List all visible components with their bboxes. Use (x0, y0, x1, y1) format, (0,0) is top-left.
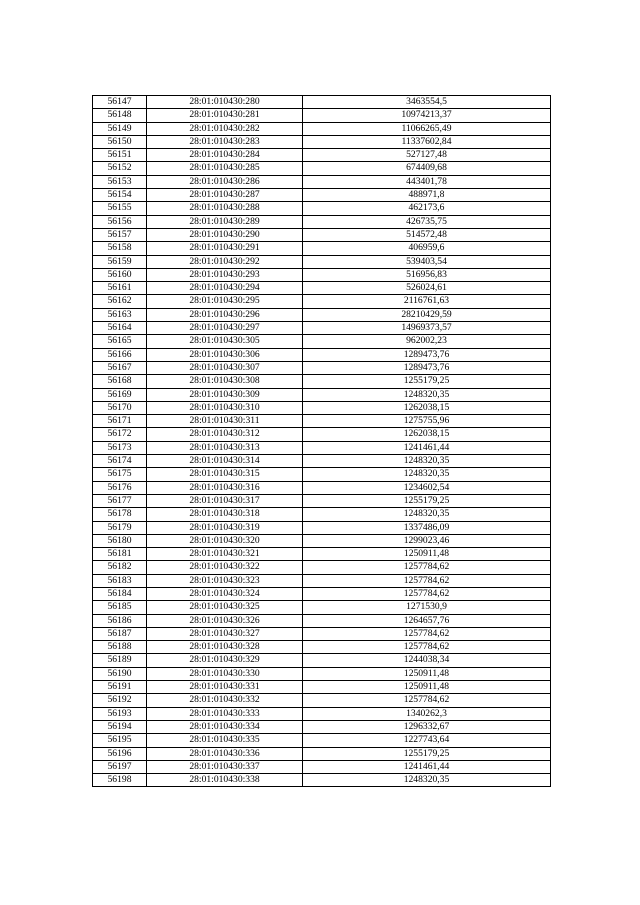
cadastral-value-cell: 488971,8 (303, 189, 551, 202)
cadastral-number-cell: 28:01:010430:322 (147, 561, 303, 574)
cadastral-number-cell: 28:01:010430:309 (147, 388, 303, 401)
cadastral-number-cell: 28:01:010430:295 (147, 295, 303, 308)
table-row (93, 175, 551, 188)
row-number-cell: 56153 (93, 175, 147, 188)
cadastral-number-cell: 28:01:010430:315 (147, 468, 303, 481)
row-number-cell: 56156 (93, 215, 147, 228)
row-number-cell: 56186 (93, 614, 147, 627)
cadastral-number-cell: 28:01:010430:321 (147, 548, 303, 561)
table-row (93, 720, 551, 733)
table-row (93, 694, 551, 707)
row-number-cell: 56179 (93, 521, 147, 534)
cadastral-value-cell: 1255179,25 (303, 747, 551, 760)
cadastral-number-cell: 28:01:010430:334 (147, 720, 303, 733)
table-row (93, 481, 551, 494)
table-row (93, 282, 551, 295)
cadastral-number-cell: 28:01:010430:330 (147, 667, 303, 680)
table-row (93, 614, 551, 627)
cadastral-value-cell: 1241461,44 (303, 441, 551, 454)
cadastral-number-cell: 28:01:010430:283 (147, 135, 303, 148)
row-number-cell: 56158 (93, 242, 147, 255)
cadastral-value-cell: 539403,54 (303, 255, 551, 268)
cadastral-number-cell: 28:01:010430:331 (147, 681, 303, 694)
row-number-cell: 56194 (93, 720, 147, 733)
table-row (93, 308, 551, 321)
table-row (93, 361, 551, 374)
cadastral-number-cell: 28:01:010430:319 (147, 521, 303, 534)
row-number-cell: 56192 (93, 694, 147, 707)
row-number-cell: 56196 (93, 747, 147, 760)
cadastral-value-cell: 1234602,54 (303, 481, 551, 494)
cadastral-number-cell: 28:01:010430:281 (147, 109, 303, 122)
cadastral-number-cell: 28:01:010430:324 (147, 587, 303, 600)
cadastral-value-cell: 1255179,25 (303, 494, 551, 507)
table-row (93, 202, 551, 215)
cadastral-value-cell: 2116761,63 (303, 295, 551, 308)
cadastral-number-cell: 28:01:010430:317 (147, 494, 303, 507)
row-number-cell: 56193 (93, 707, 147, 720)
cadastral-value-cell: 1248320,35 (303, 774, 551, 787)
cadastral-number-cell: 28:01:010430:297 (147, 322, 303, 335)
cadastral-value-cell: 1248320,35 (303, 468, 551, 481)
row-number-cell: 56164 (93, 322, 147, 335)
table-row (93, 228, 551, 241)
cadastral-value-cell: 1255179,25 (303, 375, 551, 388)
cadastral-number-cell: 28:01:010430:290 (147, 228, 303, 241)
table-row (93, 455, 551, 468)
cadastral-number-cell: 28:01:010430:296 (147, 308, 303, 321)
table-row (93, 534, 551, 547)
table-row (93, 135, 551, 148)
cadastral-value-table (92, 95, 551, 787)
table-row (93, 375, 551, 388)
row-number-cell: 56191 (93, 681, 147, 694)
table-row (93, 548, 551, 561)
cadastral-value-cell: 1337486,09 (303, 521, 551, 534)
cadastral-number-cell: 28:01:010430:292 (147, 255, 303, 268)
table-row (93, 508, 551, 521)
row-number-cell: 56195 (93, 734, 147, 747)
cadastral-value-cell: 426735,75 (303, 215, 551, 228)
cadastral-number-cell: 28:01:010430:313 (147, 441, 303, 454)
cadastral-value-cell: 962002,23 (303, 335, 551, 348)
table-row (93, 242, 551, 255)
cadastral-value-cell: 1275755,96 (303, 415, 551, 428)
row-number-cell: 56171 (93, 415, 147, 428)
cadastral-value-cell: 1262038,15 (303, 428, 551, 441)
cadastral-number-cell: 28:01:010430:284 (147, 149, 303, 162)
table-row (93, 388, 551, 401)
table-row (93, 747, 551, 760)
row-number-cell: 56187 (93, 627, 147, 640)
cadastral-number-cell: 28:01:010430:332 (147, 694, 303, 707)
row-number-cell: 56182 (93, 561, 147, 574)
row-number-cell: 56181 (93, 548, 147, 561)
table-row (93, 295, 551, 308)
cadastral-value-cell: 1271530,9 (303, 601, 551, 614)
table-row (93, 587, 551, 600)
cadastral-number-cell: 28:01:010430:291 (147, 242, 303, 255)
cadastral-number-cell: 28:01:010430:288 (147, 202, 303, 215)
table-row (93, 149, 551, 162)
table-row (93, 734, 551, 747)
cadastral-value-cell: 1340262,3 (303, 707, 551, 720)
cadastral-number-cell: 28:01:010430:333 (147, 707, 303, 720)
cadastral-value-cell: 1257784,62 (303, 574, 551, 587)
cadastral-number-cell: 28:01:010430:308 (147, 375, 303, 388)
table-row (93, 255, 551, 268)
table-row (93, 415, 551, 428)
table-row (93, 681, 551, 694)
cadastral-value-cell: 1248320,35 (303, 508, 551, 521)
cadastral-number-cell: 28:01:010430:328 (147, 641, 303, 654)
cadastral-number-cell: 28:01:010430:286 (147, 175, 303, 188)
cadastral-number-cell: 28:01:010430:312 (147, 428, 303, 441)
cadastral-value-cell: 526024,61 (303, 282, 551, 295)
row-number-cell: 56159 (93, 255, 147, 268)
cadastral-number-cell: 28:01:010430:280 (147, 96, 303, 109)
table-row (93, 162, 551, 175)
cadastral-number-cell: 28:01:010430:318 (147, 508, 303, 521)
table-row (93, 109, 551, 122)
table-row (93, 122, 551, 135)
cadastral-value-cell: 1262038,15 (303, 401, 551, 414)
cadastral-number-cell: 28:01:010430:306 (147, 348, 303, 361)
cadastral-value-cell: 28210429,59 (303, 308, 551, 321)
cadastral-value-cell: 406959,6 (303, 242, 551, 255)
cadastral-value-cell: 11337602,84 (303, 135, 551, 148)
row-number-cell: 56168 (93, 375, 147, 388)
row-number-cell: 56154 (93, 189, 147, 202)
row-number-cell: 56169 (93, 388, 147, 401)
table-row (93, 441, 551, 454)
cadastral-value-cell: 1227743,64 (303, 734, 551, 747)
cadastral-number-cell: 28:01:010430:282 (147, 122, 303, 135)
row-number-cell: 56172 (93, 428, 147, 441)
row-number-cell: 56197 (93, 760, 147, 773)
table-row (93, 96, 551, 109)
row-number-cell: 56180 (93, 534, 147, 547)
cadastral-number-cell: 28:01:010430:320 (147, 534, 303, 547)
cadastral-value-cell: 1250911,48 (303, 667, 551, 680)
row-number-cell: 56149 (93, 122, 147, 135)
row-number-cell: 56166 (93, 348, 147, 361)
table-row (93, 494, 551, 507)
cadastral-number-cell: 28:01:010430:323 (147, 574, 303, 587)
table-row (93, 348, 551, 361)
row-number-cell: 56170 (93, 401, 147, 414)
cadastral-value-cell: 1296332,67 (303, 720, 551, 733)
table-row (93, 654, 551, 667)
row-number-cell: 56184 (93, 587, 147, 600)
table-row (93, 335, 551, 348)
cadastral-value-cell: 1244038,34 (303, 654, 551, 667)
cadastral-value-cell: 1289473,76 (303, 361, 551, 374)
cadastral-value-cell: 1257784,62 (303, 561, 551, 574)
cadastral-number-cell: 28:01:010430:293 (147, 268, 303, 281)
cadastral-number-cell: 28:01:010430:316 (147, 481, 303, 494)
row-number-cell: 56174 (93, 455, 147, 468)
cadastral-value-cell: 1257784,62 (303, 694, 551, 707)
row-number-cell: 56177 (93, 494, 147, 507)
row-number-cell: 56183 (93, 574, 147, 587)
cadastral-value-cell: 514572,48 (303, 228, 551, 241)
table-row (93, 561, 551, 574)
table-row (93, 401, 551, 414)
cadastral-value-cell: 11066265,49 (303, 122, 551, 135)
cadastral-value-cell: 1299023,46 (303, 534, 551, 547)
cadastral-value-cell: 1257784,62 (303, 587, 551, 600)
row-number-cell: 56176 (93, 481, 147, 494)
cadastral-value-cell: 1289473,76 (303, 348, 551, 361)
cadastral-number-cell: 28:01:010430:311 (147, 415, 303, 428)
cadastral-number-cell: 28:01:010430:307 (147, 361, 303, 374)
cadastral-value-cell: 1250911,48 (303, 681, 551, 694)
table-row (93, 627, 551, 640)
row-number-cell: 56155 (93, 202, 147, 215)
cadastral-number-cell: 28:01:010430:289 (147, 215, 303, 228)
row-number-cell: 56173 (93, 441, 147, 454)
table-row (93, 641, 551, 654)
table-row (93, 428, 551, 441)
cadastral-number-cell: 28:01:010430:325 (147, 601, 303, 614)
table-row (93, 667, 551, 680)
row-number-cell: 56161 (93, 282, 147, 295)
row-number-cell: 56167 (93, 361, 147, 374)
cadastral-value-cell: 1248320,35 (303, 455, 551, 468)
cadastral-value-cell: 1248320,35 (303, 388, 551, 401)
row-number-cell: 56152 (93, 162, 147, 175)
row-number-cell: 56190 (93, 667, 147, 680)
row-number-cell: 56147 (93, 96, 147, 109)
cadastral-number-cell: 28:01:010430:335 (147, 734, 303, 747)
row-number-cell: 56175 (93, 468, 147, 481)
cadastral-number-cell: 28:01:010430:329 (147, 654, 303, 667)
row-number-cell: 56198 (93, 774, 147, 787)
cadastral-value-cell: 462173,6 (303, 202, 551, 215)
cadastral-number-cell: 28:01:010430:310 (147, 401, 303, 414)
row-number-cell: 56162 (93, 295, 147, 308)
table-row (93, 521, 551, 534)
table-row (93, 215, 551, 228)
table-row (93, 574, 551, 587)
cadastral-value-cell: 674409,68 (303, 162, 551, 175)
cadastral-value-cell: 14969373,57 (303, 322, 551, 335)
row-number-cell: 56188 (93, 641, 147, 654)
row-number-cell: 56160 (93, 268, 147, 281)
row-number-cell: 56148 (93, 109, 147, 122)
cadastral-value-cell: 1257784,62 (303, 641, 551, 654)
cadastral-value-cell: 516956,83 (303, 268, 551, 281)
row-number-cell: 56165 (93, 335, 147, 348)
cadastral-number-cell: 28:01:010430:285 (147, 162, 303, 175)
table-row (93, 760, 551, 773)
cadastral-value-cell: 1257784,62 (303, 627, 551, 640)
table-body (93, 96, 551, 787)
cadastral-value-cell: 1264657,76 (303, 614, 551, 627)
row-number-cell: 56150 (93, 135, 147, 148)
table-row (93, 468, 551, 481)
cadastral-value-cell: 3463554,5 (303, 96, 551, 109)
table-row (93, 189, 551, 202)
cadastral-value-cell: 527127,48 (303, 149, 551, 162)
row-number-cell: 56163 (93, 308, 147, 321)
table-row (93, 268, 551, 281)
cadastral-value-cell: 1250911,48 (303, 548, 551, 561)
row-number-cell: 56189 (93, 654, 147, 667)
row-number-cell: 56157 (93, 228, 147, 241)
table-row (93, 322, 551, 335)
cadastral-number-cell: 28:01:010430:327 (147, 627, 303, 640)
table-row (93, 707, 551, 720)
cadastral-number-cell: 28:01:010430:287 (147, 189, 303, 202)
row-number-cell: 56151 (93, 149, 147, 162)
cadastral-number-cell: 28:01:010430:314 (147, 455, 303, 468)
cadastral-value-cell: 1241461,44 (303, 760, 551, 773)
cadastral-number-cell: 28:01:010430:326 (147, 614, 303, 627)
cadastral-number-cell: 28:01:010430:336 (147, 747, 303, 760)
table-row (93, 774, 551, 787)
table-row (93, 601, 551, 614)
cadastral-value-cell: 10974213,37 (303, 109, 551, 122)
row-number-cell: 56178 (93, 508, 147, 521)
cadastral-value-cell: 443401,78 (303, 175, 551, 188)
cadastral-number-cell: 28:01:010430:337 (147, 760, 303, 773)
row-number-cell: 56185 (93, 601, 147, 614)
cadastral-number-cell: 28:01:010430:305 (147, 335, 303, 348)
cadastral-number-cell: 28:01:010430:338 (147, 774, 303, 787)
cadastral-number-cell: 28:01:010430:294 (147, 282, 303, 295)
